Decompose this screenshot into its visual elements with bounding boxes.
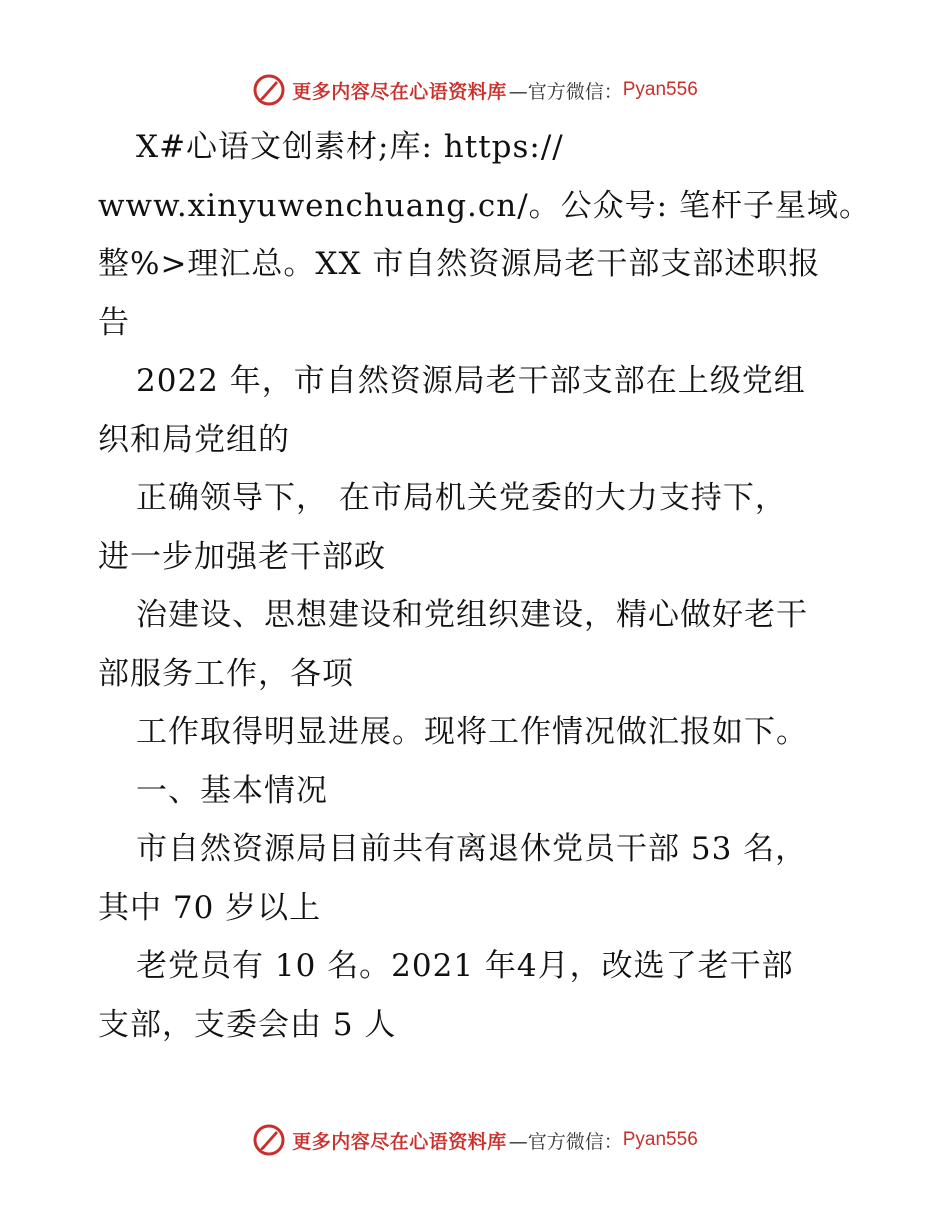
watermark-dash-text: —官方微信：	[508, 80, 623, 103]
text-line: 正确领导下， 在市局机关党委的大力支持下，	[136, 480, 787, 516]
text-line: 治建设、思想建设和党组织建设，精心做好老干	[136, 597, 808, 633]
text-line: 其中 70 岁以上	[98, 889, 322, 926]
text-line: 一、基本情况	[136, 772, 328, 809]
watermark-dash-text: —官方微信：	[508, 1130, 623, 1153]
watermark-red-text: 更多内容尽在心语资料库	[292, 1130, 507, 1153]
text-line: 进一步加强老干部政	[98, 538, 386, 575]
watermark-id-text: Pyan556	[622, 1129, 698, 1150]
text-line: www.xinyuwenchuang.cn/。公众号: 笔杆子星域。	[98, 187, 871, 224]
text-line: 市自然资源局目前共有离退休党员干部 53 名，	[136, 831, 808, 867]
text-line: 部服务工作，各项	[98, 655, 354, 692]
text-line: X#心语文创素材;库: https://	[136, 129, 564, 165]
document-body	[98, 118, 871, 1054]
text-line: 支部，支委会由 5 人	[98, 1006, 397, 1043]
text-line: 工作取得明显进展。现将工作情况做汇报如下。	[136, 714, 808, 750]
text-line: 2022 年，市自然资源局老干部支部在上级党组	[136, 363, 806, 399]
quill-circle-icon	[252, 1123, 286, 1157]
text-line: 整%>理汇总。XX 市自然资源局老干部支部述职报	[98, 246, 821, 282]
text-line: 告	[98, 304, 130, 341]
watermark-red-text: 更多内容尽在心语资料库	[292, 80, 507, 103]
footer-watermark	[0, 1120, 950, 1160]
text-line: 织和局党组的	[98, 421, 290, 458]
text-line: 老党员有 10 名。2021 年4月，改选了老干部	[136, 948, 794, 984]
watermark-id-text: Pyan556	[622, 79, 698, 100]
quill-circle-icon	[252, 73, 286, 107]
header-watermark	[0, 70, 950, 110]
